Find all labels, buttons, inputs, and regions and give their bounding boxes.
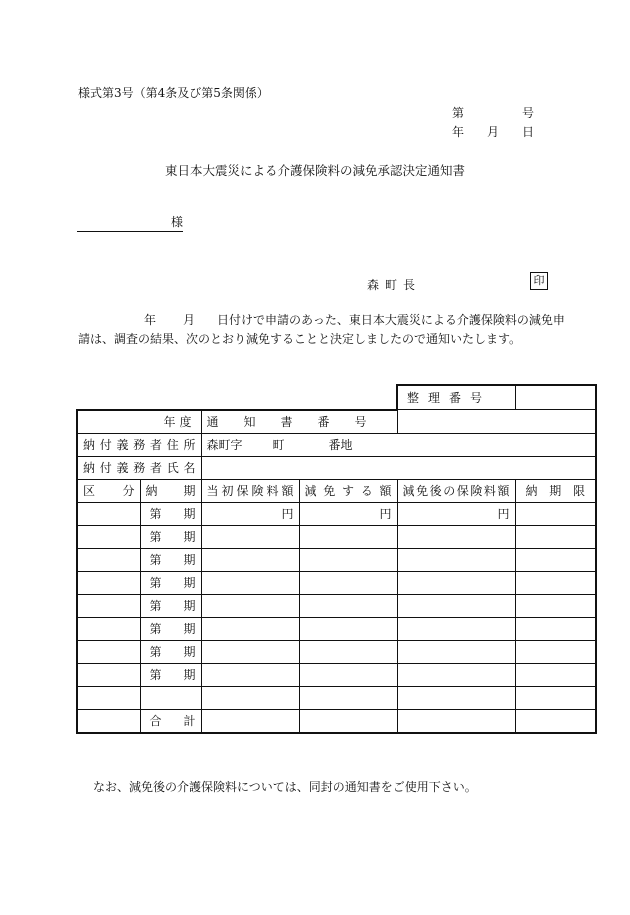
col-deadline: 納期限 [515,479,596,502]
body-paragraph [78,311,565,349]
reduction-table [76,384,597,734]
period-row: 第 期 [77,617,596,640]
period-row: 第 期 [77,663,596,686]
body-month: 月 [183,313,196,327]
col-reduction: 減免する額 [299,479,397,502]
name-value [201,456,596,479]
period-row: 第 期 [77,640,596,663]
period-row: 第 期 円 円 円 [77,502,596,525]
total-label: 合 計 [140,709,201,733]
date-day: 日 [521,125,534,139]
period-row: 第 期 [77,548,596,571]
body-year: 年 [144,313,157,327]
yen-reduction: 円 [299,502,397,525]
address-value [201,433,596,456]
address-b: 町 [272,438,285,452]
col-after: 減免後の保険料額 [397,479,515,502]
address-c: 番地 [328,438,353,452]
seiri-value [515,385,596,410]
seal-mark: 印 [530,272,548,290]
period-row: 第 期 [77,525,596,548]
notice-no-label: 通知書番号 [201,410,397,434]
reference-number [452,104,534,121]
period-row: 第 期 [77,594,596,617]
blank-row [77,686,596,709]
form-id: 様式第3号（第4条及び第5条関係） [78,86,269,100]
date-year: 年 [452,125,465,139]
col-kubun: 区分 [77,479,140,502]
ref-suffix: 号 [521,106,534,120]
issue-date [452,123,534,140]
col-nouki: 納期 [140,479,201,502]
ref-prefix: 第 [452,106,465,120]
yen-after: 円 [397,502,515,525]
document-title: 東日本大震災による介護保険料の減免承認決定通知書 [164,163,465,178]
footer-note: なお、減免後の介護保険料については、同封の通知書をご使用下さい。 [93,780,477,794]
addressee-suffix: 様 [170,215,183,229]
issuer: 森町長 [367,278,422,292]
name-label: 納付義務者氏名 [77,456,201,479]
fiscal-year-label: 年度 [77,410,201,434]
yen-initial: 円 [201,502,299,525]
body-line1: 日付けで申請のあった、東日本大震災による介護保険料の減免申 [217,313,565,327]
period-row: 第 期 [77,571,596,594]
body-line2: 請は、調査の結果、次のとおり減免することと決定しましたので通知いたします。 [78,332,522,346]
total-row [77,709,596,733]
date-month: 月 [486,125,499,139]
seiri-label: 整理番号 [397,385,515,410]
notice-no-value [397,410,596,434]
address-label: 納付義務者住所 [77,433,201,456]
addressee-line [77,215,183,232]
col-initial: 当初保険料額 [201,479,299,502]
address-a: 森町字 [206,438,243,452]
